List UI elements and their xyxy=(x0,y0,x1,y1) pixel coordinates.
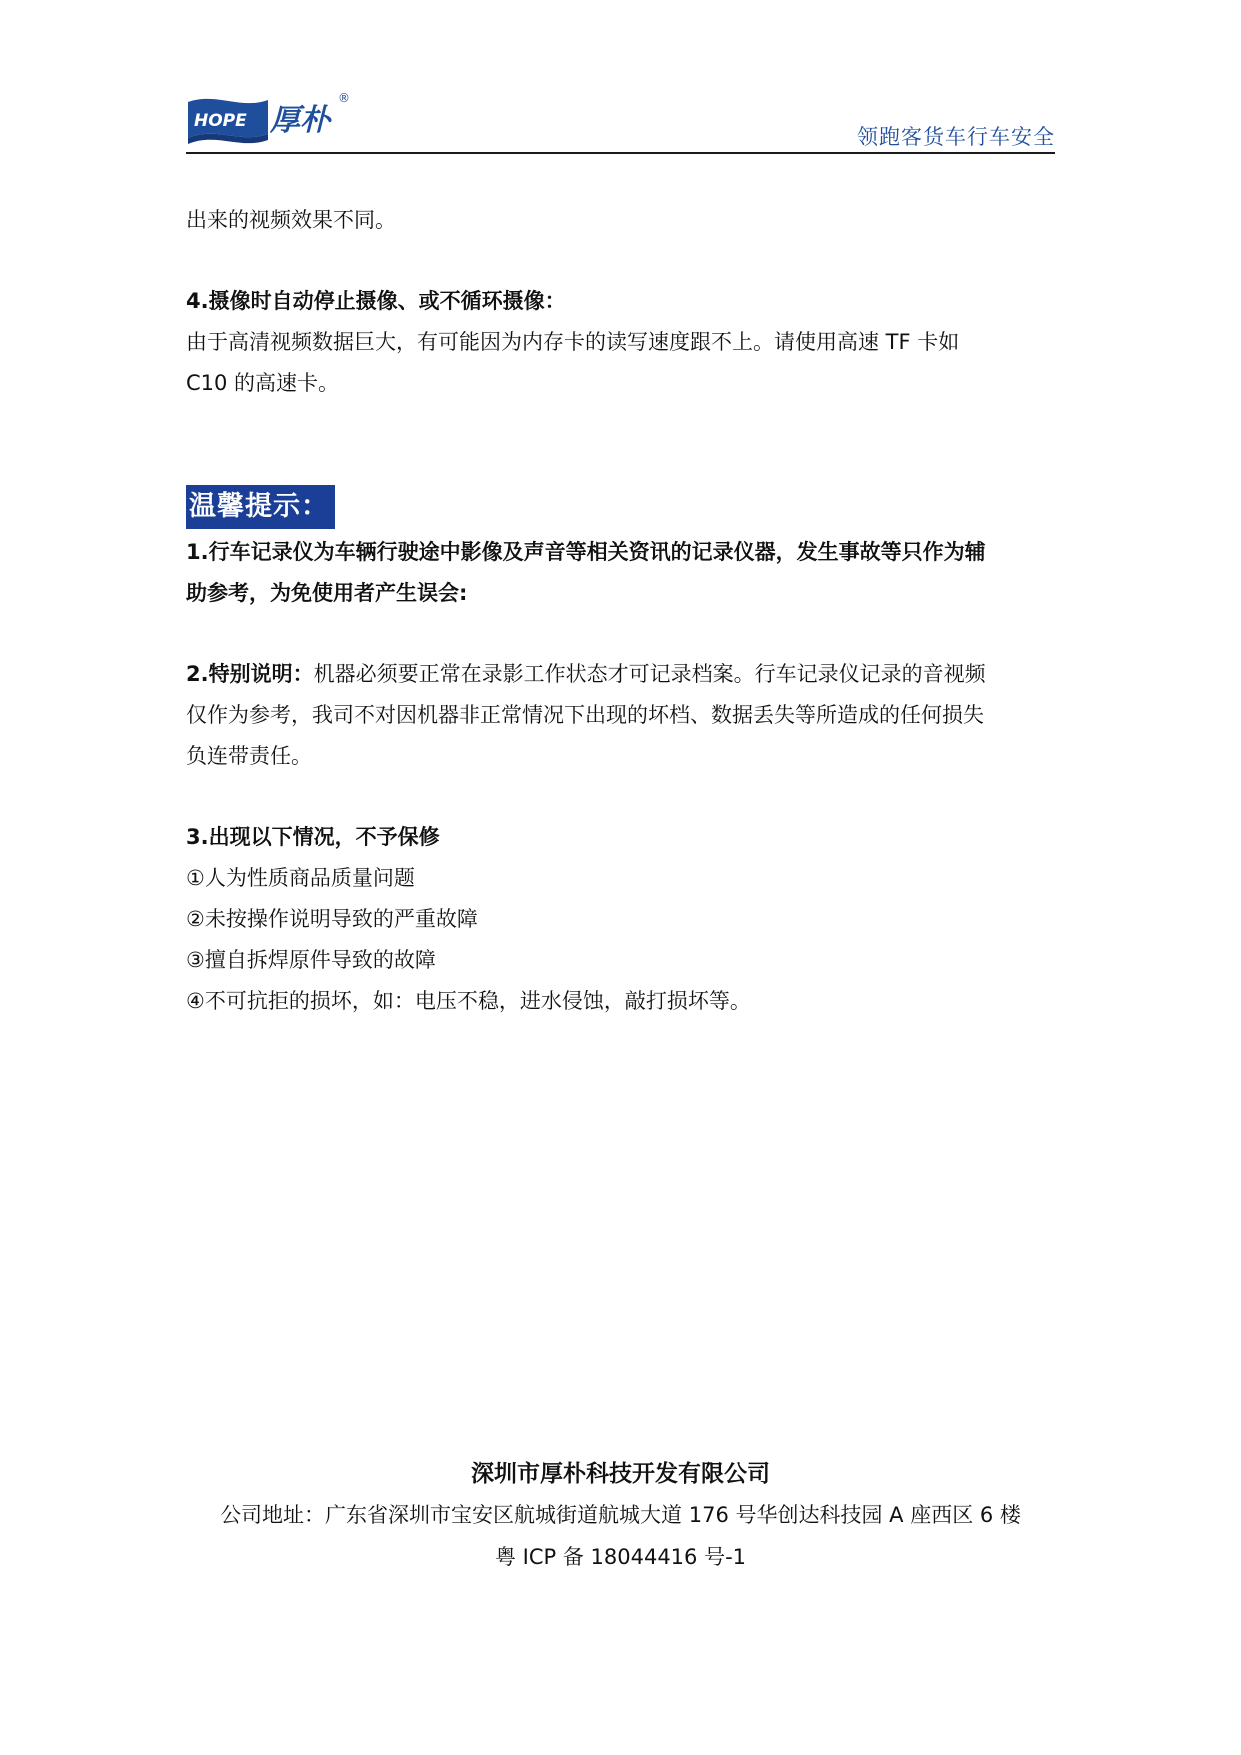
item4-heading: 4.摄像时自动停止摄像、或不循环摄像： xyxy=(186,289,566,313)
hope-logo-graphic xyxy=(186,88,361,150)
item4-line: 由于高清视频数据巨大，有可能因为内存卡的读写速度跟不上。请使用高速 TF 卡如 xyxy=(186,330,960,354)
registered-mark: ® xyxy=(338,91,350,105)
footer xyxy=(186,1454,1055,1578)
spacer xyxy=(186,241,1056,281)
tip2-line: 负连带责任。 xyxy=(186,744,312,768)
list-item: ③擅自拆焊原件导致的故障 xyxy=(186,948,436,972)
list-item: ①人为性质商品质量问题 xyxy=(186,866,415,890)
spacer xyxy=(186,777,1056,817)
tip2-text: 机器必须要正常在录影工作状态才可记录档案。行车记录仪记录的音视频 xyxy=(313,662,986,686)
tips-title: 温馨提示： xyxy=(186,485,335,529)
company-name: 深圳市厚朴科技开发有限公司 xyxy=(471,1461,770,1487)
tip2-label: 2.特别说明： xyxy=(186,662,314,686)
tip3-heading: 3.出现以下情况，不予保修 xyxy=(186,825,440,849)
list-item: ④不可抗拒的损坏，如：电压不稳，进水侵蚀，敲打损坏等。 xyxy=(186,989,751,1013)
hope-logo xyxy=(186,88,361,150)
spacer xyxy=(186,404,1056,485)
header-divider xyxy=(186,152,1055,154)
main-content xyxy=(186,200,1056,1022)
header-tagline: 领跑客货车行车安全 xyxy=(857,125,1055,149)
item4-line: C10 的高速卡。 xyxy=(186,371,340,395)
icp-number: 粤 ICP 备 18044416 号-1 xyxy=(494,1545,747,1569)
logo-chinese-text: 厚朴 xyxy=(270,103,330,138)
tip2-line xyxy=(186,654,1056,695)
tip1-line: 1.行车记录仪为车辆行驶途中影像及声音等相关资讯的记录仪器，发生事故等只作为辅 xyxy=(186,540,986,564)
paragraph-continuation: 出来的视频效果不同。 xyxy=(186,208,396,232)
tips-title-row xyxy=(186,485,1056,532)
tip1-line: 助参考，为免使用者产生误会: xyxy=(186,581,468,605)
spacer xyxy=(186,614,1056,654)
tip2-line: 仅作为参考，我司不对因机器非正常情况下出现的坏档、数据丢失等所造成的任何损失 xyxy=(186,703,984,727)
company-address: 公司地址：广东省深圳市宝安区航城街道航城大道 176 号华创达科技园 A 座西区 6 楼 xyxy=(220,1503,1021,1527)
list-item: ②未按操作说明导致的严重故障 xyxy=(186,907,478,931)
logo-latin-text: HOPE xyxy=(194,111,247,131)
